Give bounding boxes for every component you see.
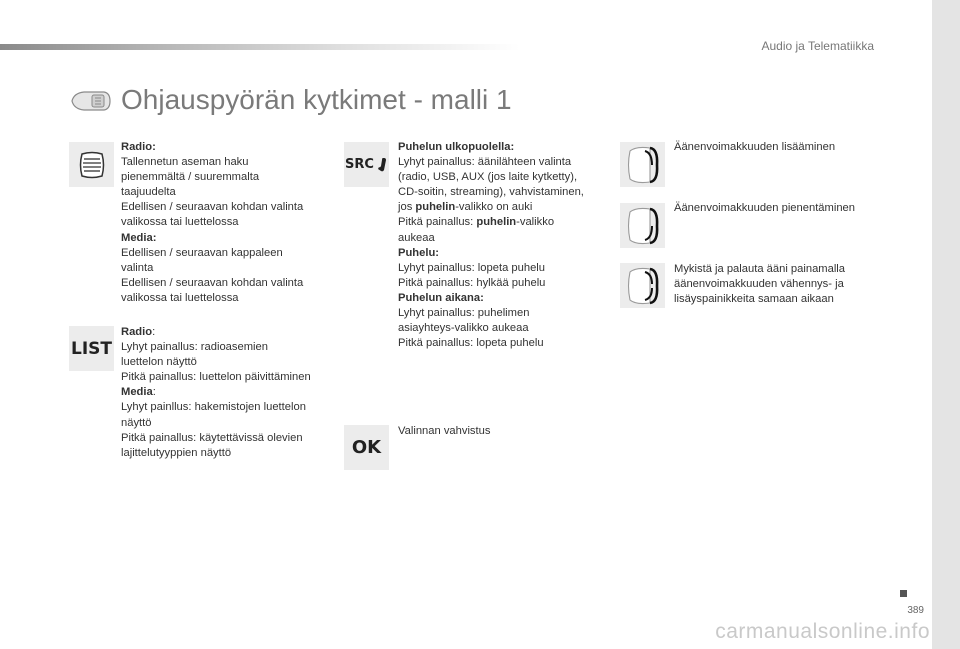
- page-marker: [900, 590, 907, 597]
- list-label: LIST: [71, 338, 112, 359]
- volume-up-description: [674, 140, 835, 155]
- during-call-heading: Puhelun aikana:: [398, 291, 484, 304]
- text-line: Edellisen / seuraavan kohdan valinta: [121, 201, 304, 214]
- text-line: valikossa tai luettelossa: [121, 216, 239, 229]
- list-button-icon: [69, 326, 114, 371]
- src-label: SRC: [345, 157, 374, 172]
- text-line: Lyhyt painallus: äänilähteen valinta: [398, 156, 572, 169]
- scroll-wheel-description: [121, 140, 303, 306]
- text-line: CD-soitin, streaming), vahvistaminen,: [398, 186, 584, 199]
- outside-call-heading: Puhelun ulkopuolella:: [398, 141, 515, 153]
- radio-heading: Radio: [121, 326, 153, 338]
- text-line: lisäyspainikkeita samaan aikaan: [674, 293, 834, 306]
- text-line: Edellisen / seuraavan kappaleen: [121, 246, 283, 259]
- list-button-description: Radio: Lyhyt painallus: radioasemien luettelon näyttö Pitkä painallus: luettelon päivittäminen Media: Lyhyt painllus: hakemistojen luettelon näyttö Pitkä painallus: käytettävissä olevien lajittelutyyppien näyttö: [121, 325, 311, 461]
- text-line: Pitkä painallus: hylkää puhelu: [398, 276, 546, 289]
- scroll-wheel-icon: [69, 142, 114, 187]
- steering-switch-icon: [70, 90, 112, 112]
- page-number: 389: [907, 605, 924, 616]
- page-title: Ohjauspyörän kytkimet - malli 1: [121, 84, 512, 115]
- section-title: Audio ja Telematiikka: [761, 39, 874, 53]
- text-line: (radio, USB, AUX (jos laite kytketty),: [398, 171, 578, 184]
- mute-description: [674, 262, 845, 307]
- media-heading: Media: [121, 386, 153, 399]
- text-line: Pitkä painallus: käytettävissä olevien: [121, 431, 303, 444]
- text-line: Lyhyt painallus: lopeta puhelu: [398, 261, 545, 274]
- radio-heading: Radio:: [121, 141, 156, 153]
- src-button-description: [398, 140, 584, 351]
- text-line: Mykistä ja palauta ääni painamalla: [674, 263, 846, 275]
- ok-label: OK: [351, 437, 382, 458]
- watermark: carmanualsonline.info: [715, 620, 930, 643]
- header-gradient-bar: [0, 44, 520, 50]
- media-heading: Media:: [121, 231, 157, 244]
- call-heading: Puhelu:: [398, 246, 440, 259]
- text-line: Pitkä painallus: luettelon päivittäminen: [121, 371, 311, 384]
- right-margin-strip: [932, 0, 960, 649]
- src-phone-button-icon: [344, 142, 389, 187]
- text-line: valikossa tai luettelossa: [121, 291, 239, 304]
- text-line: Lyhyt painllus: hakemistojen luettelon: [121, 401, 306, 414]
- text-line: Edellisen / seuraavan kohdan valinta: [121, 276, 304, 289]
- text-line: aukeaa: [398, 231, 435, 244]
- text-line: luettelon näyttö: [121, 356, 197, 369]
- volume-down-description: [674, 201, 855, 216]
- text-line: pienemmältä / suuremmalta: [121, 171, 260, 184]
- text-line: Äänenvoimakkuuden pienentäminen: [674, 202, 855, 214]
- mute-switch-icon: [620, 263, 665, 308]
- text-line: lajittelutyyppien näyttö: [121, 446, 232, 459]
- text-line: jos puhelin-valikko on auki: [398, 201, 533, 214]
- text-line: Valinnan vahvistus: [398, 425, 491, 437]
- text-line: näyttö: [121, 416, 152, 429]
- text-line: Pitkä painallus: lopeta puhelu: [398, 337, 544, 350]
- text-line: äänenvoimakkuuden vähennys- ja: [674, 278, 844, 291]
- text-line: asiayhteys-valikko aukeaa: [398, 322, 529, 335]
- text-line: Äänenvoimakkuuden lisääminen: [674, 141, 836, 153]
- text-line: valinta: [121, 261, 154, 274]
- text-line: Lyhyt painallus: radioasemien: [121, 341, 268, 354]
- ok-button-icon: [344, 425, 389, 470]
- text-line: taajuudelta: [121, 186, 176, 199]
- volume-up-switch-icon: [620, 142, 665, 187]
- text-line: Tallennetun aseman haku: [121, 156, 249, 169]
- volume-down-switch-icon: [620, 203, 665, 248]
- text-line: Lyhyt painallus: puhelimen: [398, 307, 530, 320]
- ok-button-description: [398, 424, 490, 439]
- phone-icon: [376, 157, 388, 173]
- text-line: Pitkä painallus: puhelin-valikko: [398, 216, 555, 229]
